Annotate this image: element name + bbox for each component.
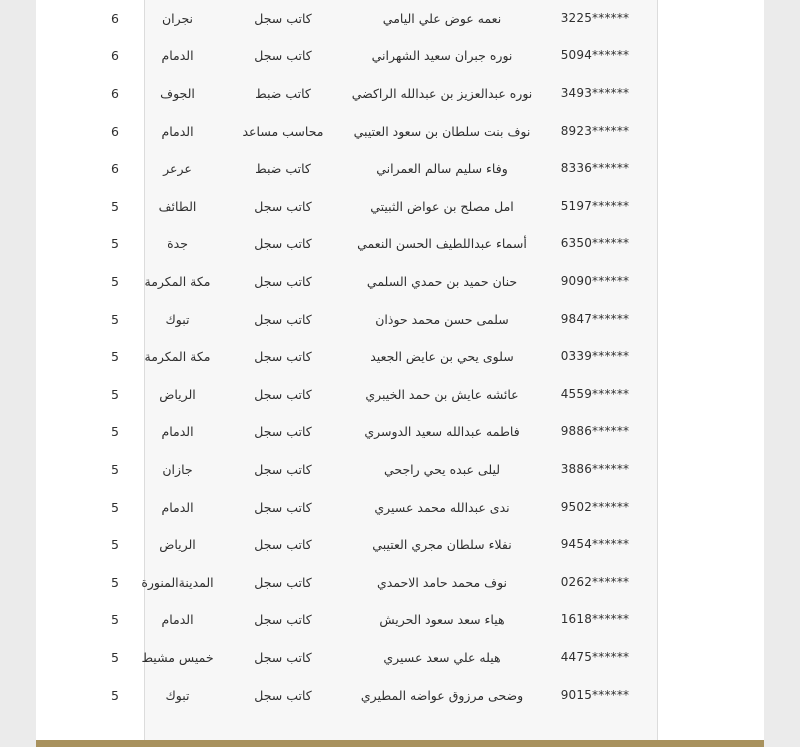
score-value: 6	[111, 123, 119, 139]
score-value: 6	[111, 10, 119, 26]
city-name: الدمام	[161, 123, 194, 139]
city-name: تبوك	[165, 311, 190, 327]
applicant-name: سلمى حسن محمد حوذان	[375, 311, 509, 327]
applicant-name: هياء سعد سعود الحريش	[379, 612, 505, 628]
job-title: كاتب سجل	[254, 537, 312, 553]
score-value: 5	[111, 574, 119, 590]
table-row	[0, 489, 800, 527]
applicant-name: أسماء عبداللطيف الحسن النعمي	[357, 236, 527, 252]
table-row	[0, 526, 800, 564]
job-title: كاتب سجل	[254, 273, 312, 289]
city-name: الجوف	[160, 85, 195, 101]
table-row	[0, 601, 800, 639]
job-title: كاتب سجل	[254, 48, 312, 64]
job-title: كاتب ضبط	[255, 85, 311, 101]
applicant-id: 9015******	[560, 687, 630, 702]
city-name: مكة المكرمة	[144, 273, 211, 289]
applicant-name: امل مصلح بن عواض الثبيتي	[370, 198, 514, 214]
score-value: 5	[111, 349, 119, 365]
applicant-id: 6350******	[560, 236, 630, 251]
applicant-id: 8923******	[560, 123, 630, 138]
applicant-id: 5197******	[560, 198, 630, 213]
applicant-id: 3225******	[560, 10, 630, 25]
score-value: 5	[111, 273, 119, 289]
table-row	[0, 301, 800, 339]
applicant-name: نوره جبران سعيد الشهراني	[371, 48, 513, 64]
city-name: الرياض	[159, 386, 196, 402]
score-value: 5	[111, 424, 119, 440]
city-name: الدمام	[161, 48, 194, 64]
table-row	[0, 564, 800, 602]
city-name: الرياض	[159, 537, 196, 553]
applicant-id: 9847******	[560, 311, 630, 326]
score-value: 5	[111, 311, 119, 327]
table-row	[0, 75, 800, 113]
job-title: كاتب سجل	[254, 612, 312, 628]
applicant-id: 0339******	[560, 349, 630, 364]
score-value: 5	[111, 687, 119, 703]
table-row	[0, 188, 800, 226]
city-name: الدمام	[161, 499, 194, 515]
score-value: 5	[111, 537, 119, 553]
job-title: كاتب سجل	[254, 499, 312, 515]
table-row	[0, 150, 800, 188]
table-row	[0, 376, 800, 414]
city-name: مكة المكرمة	[144, 349, 211, 365]
applicant-name: فاطمه عبدالله سعيد الدوسري	[364, 424, 520, 440]
table-row	[0, 37, 800, 75]
applicant-id: 5094******	[560, 48, 630, 63]
city-name: جدة	[167, 236, 188, 252]
job-title: كاتب سجل	[254, 198, 312, 214]
score-value: 6	[111, 85, 119, 101]
score-value: 5	[111, 198, 119, 214]
table-row	[0, 225, 800, 263]
city-name: عرعر	[163, 161, 192, 177]
applicant-name: نعمه عوض علي اليامي	[382, 10, 502, 26]
score-value: 5	[111, 461, 119, 477]
table-row	[0, 413, 800, 451]
applicant-id: 0262******	[560, 574, 630, 589]
table-row	[0, 451, 800, 489]
score-value: 5	[111, 649, 119, 665]
city-name: الدمام	[161, 424, 194, 440]
applicant-id: 9454******	[560, 537, 630, 552]
job-title: كاتب سجل	[254, 236, 312, 252]
applicant-id: 4475******	[560, 649, 630, 664]
job-title: كاتب سجل	[254, 10, 312, 26]
applicant-id: 9502******	[560, 499, 630, 514]
applicant-id: 4559******	[560, 386, 630, 401]
table-row	[0, 0, 800, 37]
job-title: كاتب سجل	[254, 311, 312, 327]
city-name: الطائف	[158, 198, 197, 214]
score-value: 5	[111, 236, 119, 252]
applicant-name: نوره عبدالعزيز بن عبدالله الراكضي	[351, 85, 533, 101]
city-name: خميس مشيط	[141, 649, 214, 665]
applicant-name: ندى عبدالله محمد عسيري	[374, 499, 510, 515]
score-value: 5	[111, 612, 119, 628]
applicant-name: سلوى يحي بن عايض الجعيد	[370, 349, 514, 365]
applicant-id: 9886******	[560, 424, 630, 439]
score-value: 6	[111, 161, 119, 177]
job-title: كاتب سجل	[254, 386, 312, 402]
applicant-name: نوف محمد حامد الاحمدي	[376, 574, 508, 590]
job-title: كاتب سجل	[254, 574, 312, 590]
applicant-name: هيله علي سعد عسيري	[383, 649, 501, 665]
table-row	[0, 639, 800, 677]
applicant-id: 8336******	[560, 161, 630, 176]
job-title: كاتب سجل	[254, 424, 312, 440]
job-title: كاتب سجل	[254, 687, 312, 703]
applicant-id: 9090******	[560, 273, 630, 288]
job-title: كاتب سجل	[254, 349, 312, 365]
table-row	[0, 113, 800, 151]
applicant-name: ليلى عبده يحي راجحي	[383, 461, 501, 477]
table-row	[0, 338, 800, 376]
table-row	[0, 263, 800, 301]
applicant-name: نوف بنت سلطان بن سعود العتيبي	[353, 123, 531, 139]
city-name: جازان	[162, 461, 193, 477]
applicant-id: 3886******	[560, 461, 630, 476]
applicant-name: وفاء سليم سالم العمراني	[376, 161, 508, 177]
score-value: 5	[111, 386, 119, 402]
city-name: تبوك	[165, 687, 190, 703]
footer-gold-bar	[36, 740, 764, 747]
job-title: كاتب ضبط	[255, 161, 311, 177]
score-value: 5	[111, 499, 119, 515]
city-name: نجران	[161, 10, 194, 26]
applicant-id: 1618******	[560, 612, 630, 627]
job-title: كاتب سجل	[254, 649, 312, 665]
applicant-name: نفلاء سلطان مجري العتيبي	[372, 537, 512, 553]
city-name: الدمام	[161, 612, 194, 628]
applicant-name: وضحى مرزوق عواضه المطيري	[360, 687, 524, 703]
applicant-id: 3493******	[560, 85, 630, 100]
applicant-name: عائشه عايش بن حمد الخيبري	[365, 386, 519, 402]
applicant-name: حنان حميد بن حمدي السلمي	[366, 273, 518, 289]
job-title: كاتب سجل	[254, 461, 312, 477]
job-title: محاسب مساعد	[242, 123, 324, 139]
table-row	[0, 677, 800, 715]
city-name: المدينةالمنورة	[141, 574, 214, 590]
score-value: 6	[111, 48, 119, 64]
